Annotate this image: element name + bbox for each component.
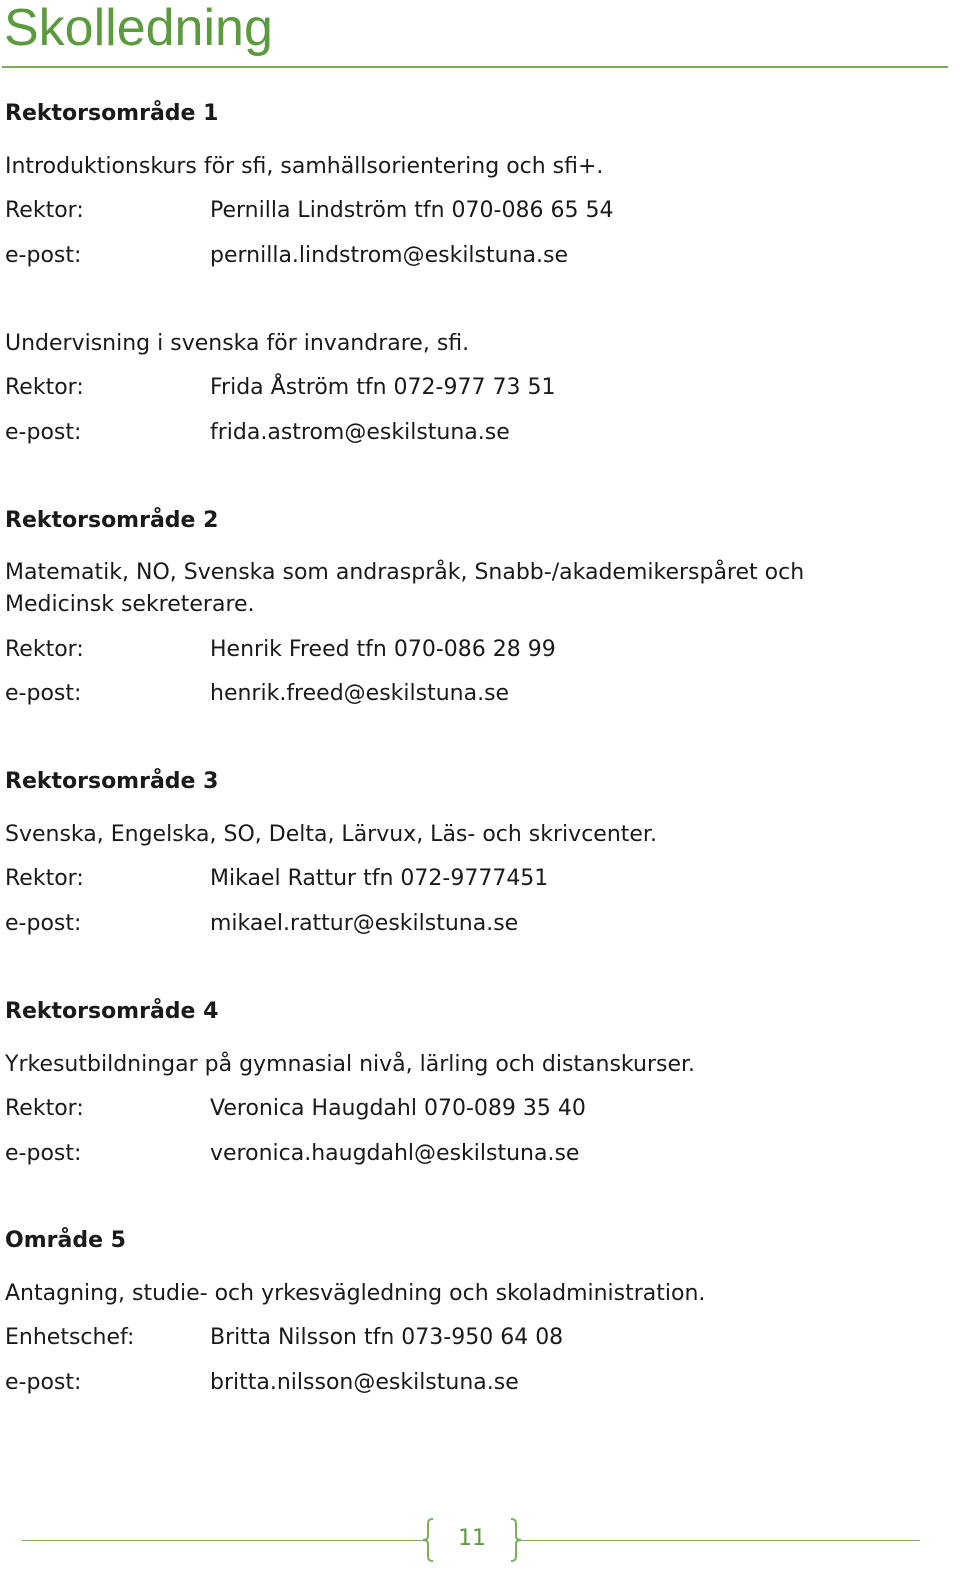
section-5-entry-1-contact: Britta Nilsson tfn 073-950 64 08 bbox=[210, 1325, 564, 1350]
section-1-entry-2-role-label: Rektor: bbox=[5, 375, 84, 400]
section-3-entry-1-role-label: Rektor: bbox=[5, 866, 84, 891]
section-1-entry-1-email-label: e-post: bbox=[5, 243, 82, 268]
section-1-entry-2-email-link[interactable]: frida.astrom@eskilstuna.se bbox=[210, 420, 510, 445]
section-4-entry-1-email-label: e-post: bbox=[5, 1141, 82, 1166]
section-heading-2: Rektorsområde 2 bbox=[5, 508, 219, 533]
section-4-entry-1-role-label: Rektor: bbox=[5, 1096, 84, 1121]
section-4-entry-1-contact: Veronica Haugdahl 070-089 35 40 bbox=[210, 1096, 586, 1121]
section-1-entry-1-role-label: Rektor: bbox=[5, 198, 84, 223]
page-number: 11 bbox=[458, 1526, 486, 1551]
section-1-entry-1-email-link[interactable]: pernilla.lindstrom@eskilstuna.se bbox=[210, 243, 568, 268]
section-2-entry-1-email-label: e-post: bbox=[5, 681, 82, 706]
section-3-entry-1-email-label: e-post: bbox=[5, 911, 82, 936]
section-2-entry-1-email-link[interactable]: henrik.freed@eskilstuna.se bbox=[210, 681, 510, 706]
section-2-entry-1-contact: Henrik Freed tfn 070-086 28 99 bbox=[210, 637, 556, 662]
section-4-entry-1-description: Yrkesutbildningar på gymnasial nivå, lärling och distanskurser. bbox=[5, 1052, 696, 1077]
section-heading-1: Rektorsområde 1 bbox=[5, 101, 219, 126]
footer-rule-left bbox=[22, 1540, 426, 1541]
section-5-entry-1-email-link[interactable]: britta.nilsson@eskilstuna.se bbox=[210, 1370, 519, 1395]
footer-rule-right bbox=[518, 1540, 920, 1541]
section-3-entry-1-description: Svenska, Engelska, SO, Delta, Lärvux, Läs- och skrivcenter. bbox=[5, 822, 657, 847]
section-1-entry-1-description: Introduktionskurs för sfi, samhällsorientering och sfi+. bbox=[5, 154, 604, 179]
section-3-entry-1-contact: Mikael Rattur tfn 072-9777451 bbox=[210, 866, 549, 891]
section-2-entry-1-role-label: Rektor: bbox=[5, 637, 84, 662]
section-5-entry-1-role-label: Enhetschef: bbox=[5, 1325, 135, 1350]
section-heading-4: Rektorsområde 4 bbox=[5, 999, 219, 1024]
section-1-entry-2-contact: Frida Åström tfn 072-977 73 51 bbox=[210, 375, 556, 400]
section-2-entry-1-description: Matematik, NO, Svenska som andraspråk, Snabb-/akademikerspåret och Medicinsk sekreterare. bbox=[5, 560, 805, 617]
section-5-entry-1-email-label: e-post: bbox=[5, 1370, 82, 1395]
title-divider bbox=[2, 66, 948, 68]
section-1-entry-1-contact: Pernilla Lindström tfn 070-086 65 54 bbox=[210, 198, 614, 223]
page-title: Skolledning bbox=[4, 0, 273, 57]
section-4-entry-1-email-link[interactable]: veronica.haugdahl@eskilstuna.se bbox=[210, 1141, 580, 1166]
section-3-entry-1-email-link[interactable]: mikael.rattur@eskilstuna.se bbox=[210, 911, 519, 936]
section-1-entry-2-email-label: e-post: bbox=[5, 420, 82, 445]
section-5-entry-1-description: Antagning, studie- och yrkesvägledning och skoladministration. bbox=[5, 1281, 706, 1306]
section-heading-3: Rektorsområde 3 bbox=[5, 769, 219, 794]
section-heading-5: Område 5 bbox=[5, 1228, 126, 1253]
section-1-entry-2-description: Undervisning i svenska för invandrare, sfi. bbox=[5, 331, 470, 356]
